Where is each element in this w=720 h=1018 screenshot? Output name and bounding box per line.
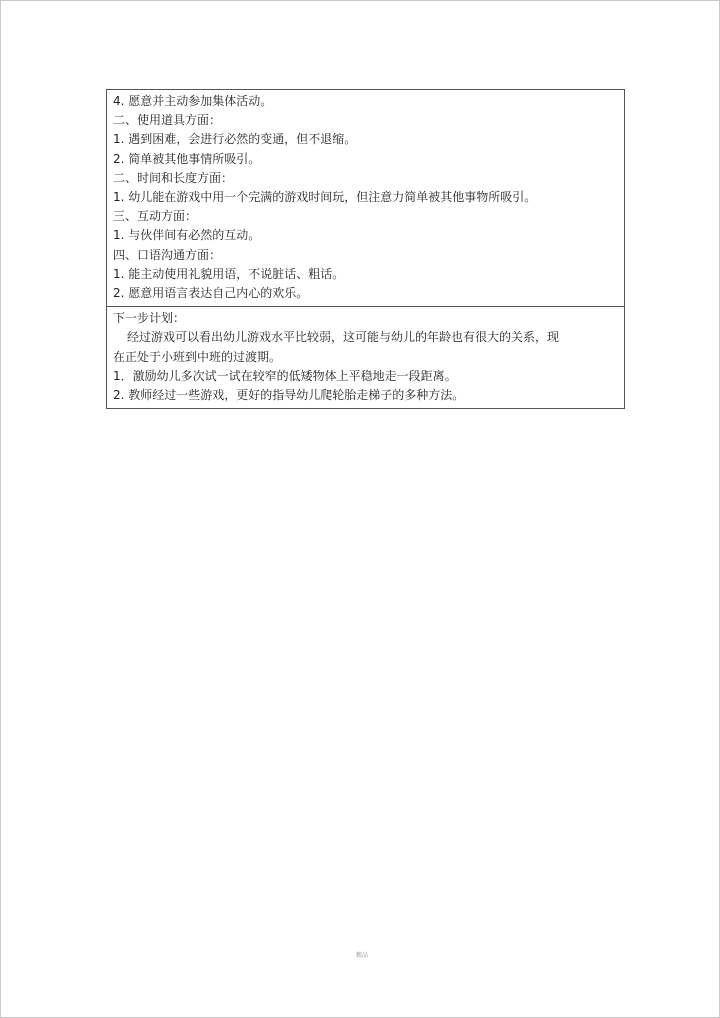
plan-item: 2. 教师经过一些游戏，更好的指导幼儿爬轮胎走梯子的多种方法。 xyxy=(113,388,465,403)
observation-line: 四、口语沟通方面： xyxy=(113,247,222,262)
observation-line: 二、时间和长度方面： xyxy=(113,170,234,185)
footer-mark: 精品 xyxy=(356,952,369,959)
record-table xyxy=(106,89,625,409)
plan-item: 1．激励幼儿多次试一试在较窄的低矮物体上平稳地走一段距离。 xyxy=(113,368,457,383)
observation-line: 1. 幼儿能在游戏中用一个完满的游戏时间玩，但注意力简单被其他事物所吸引。 xyxy=(113,190,537,205)
observation-line: 1. 能主动使用礼貌用语，不说脏话、粗话。 xyxy=(113,266,345,281)
plan-paragraph-line: 在正处于小班到中班的过渡期。 xyxy=(113,349,282,364)
plan-cell xyxy=(107,306,624,408)
observation-line: 2. 愿意用语言表达自己内心的欢乐。 xyxy=(113,286,309,301)
plan-heading: 下一步计划： xyxy=(113,311,186,326)
plan-paragraph-line: 经过游戏可以看出幼儿游戏水平比较弱，这可能与幼儿的年龄也有很大的关系，现 xyxy=(127,330,560,345)
observation-line: 2. 简单被其他事情所吸引。 xyxy=(113,151,261,166)
observation-line: 1. 与伙伴间有必然的互动。 xyxy=(113,228,261,243)
observation-line: 4. 愿意并主动参加集体活动。 xyxy=(113,94,273,108)
observation-line: 三、互动方面： xyxy=(113,209,198,224)
observation-line: 1. 遇到困难，会进行必然的变通，但不退缩。 xyxy=(113,132,357,147)
observation-cell xyxy=(107,90,624,306)
observation-line: 二、使用道具方面： xyxy=(113,113,222,128)
